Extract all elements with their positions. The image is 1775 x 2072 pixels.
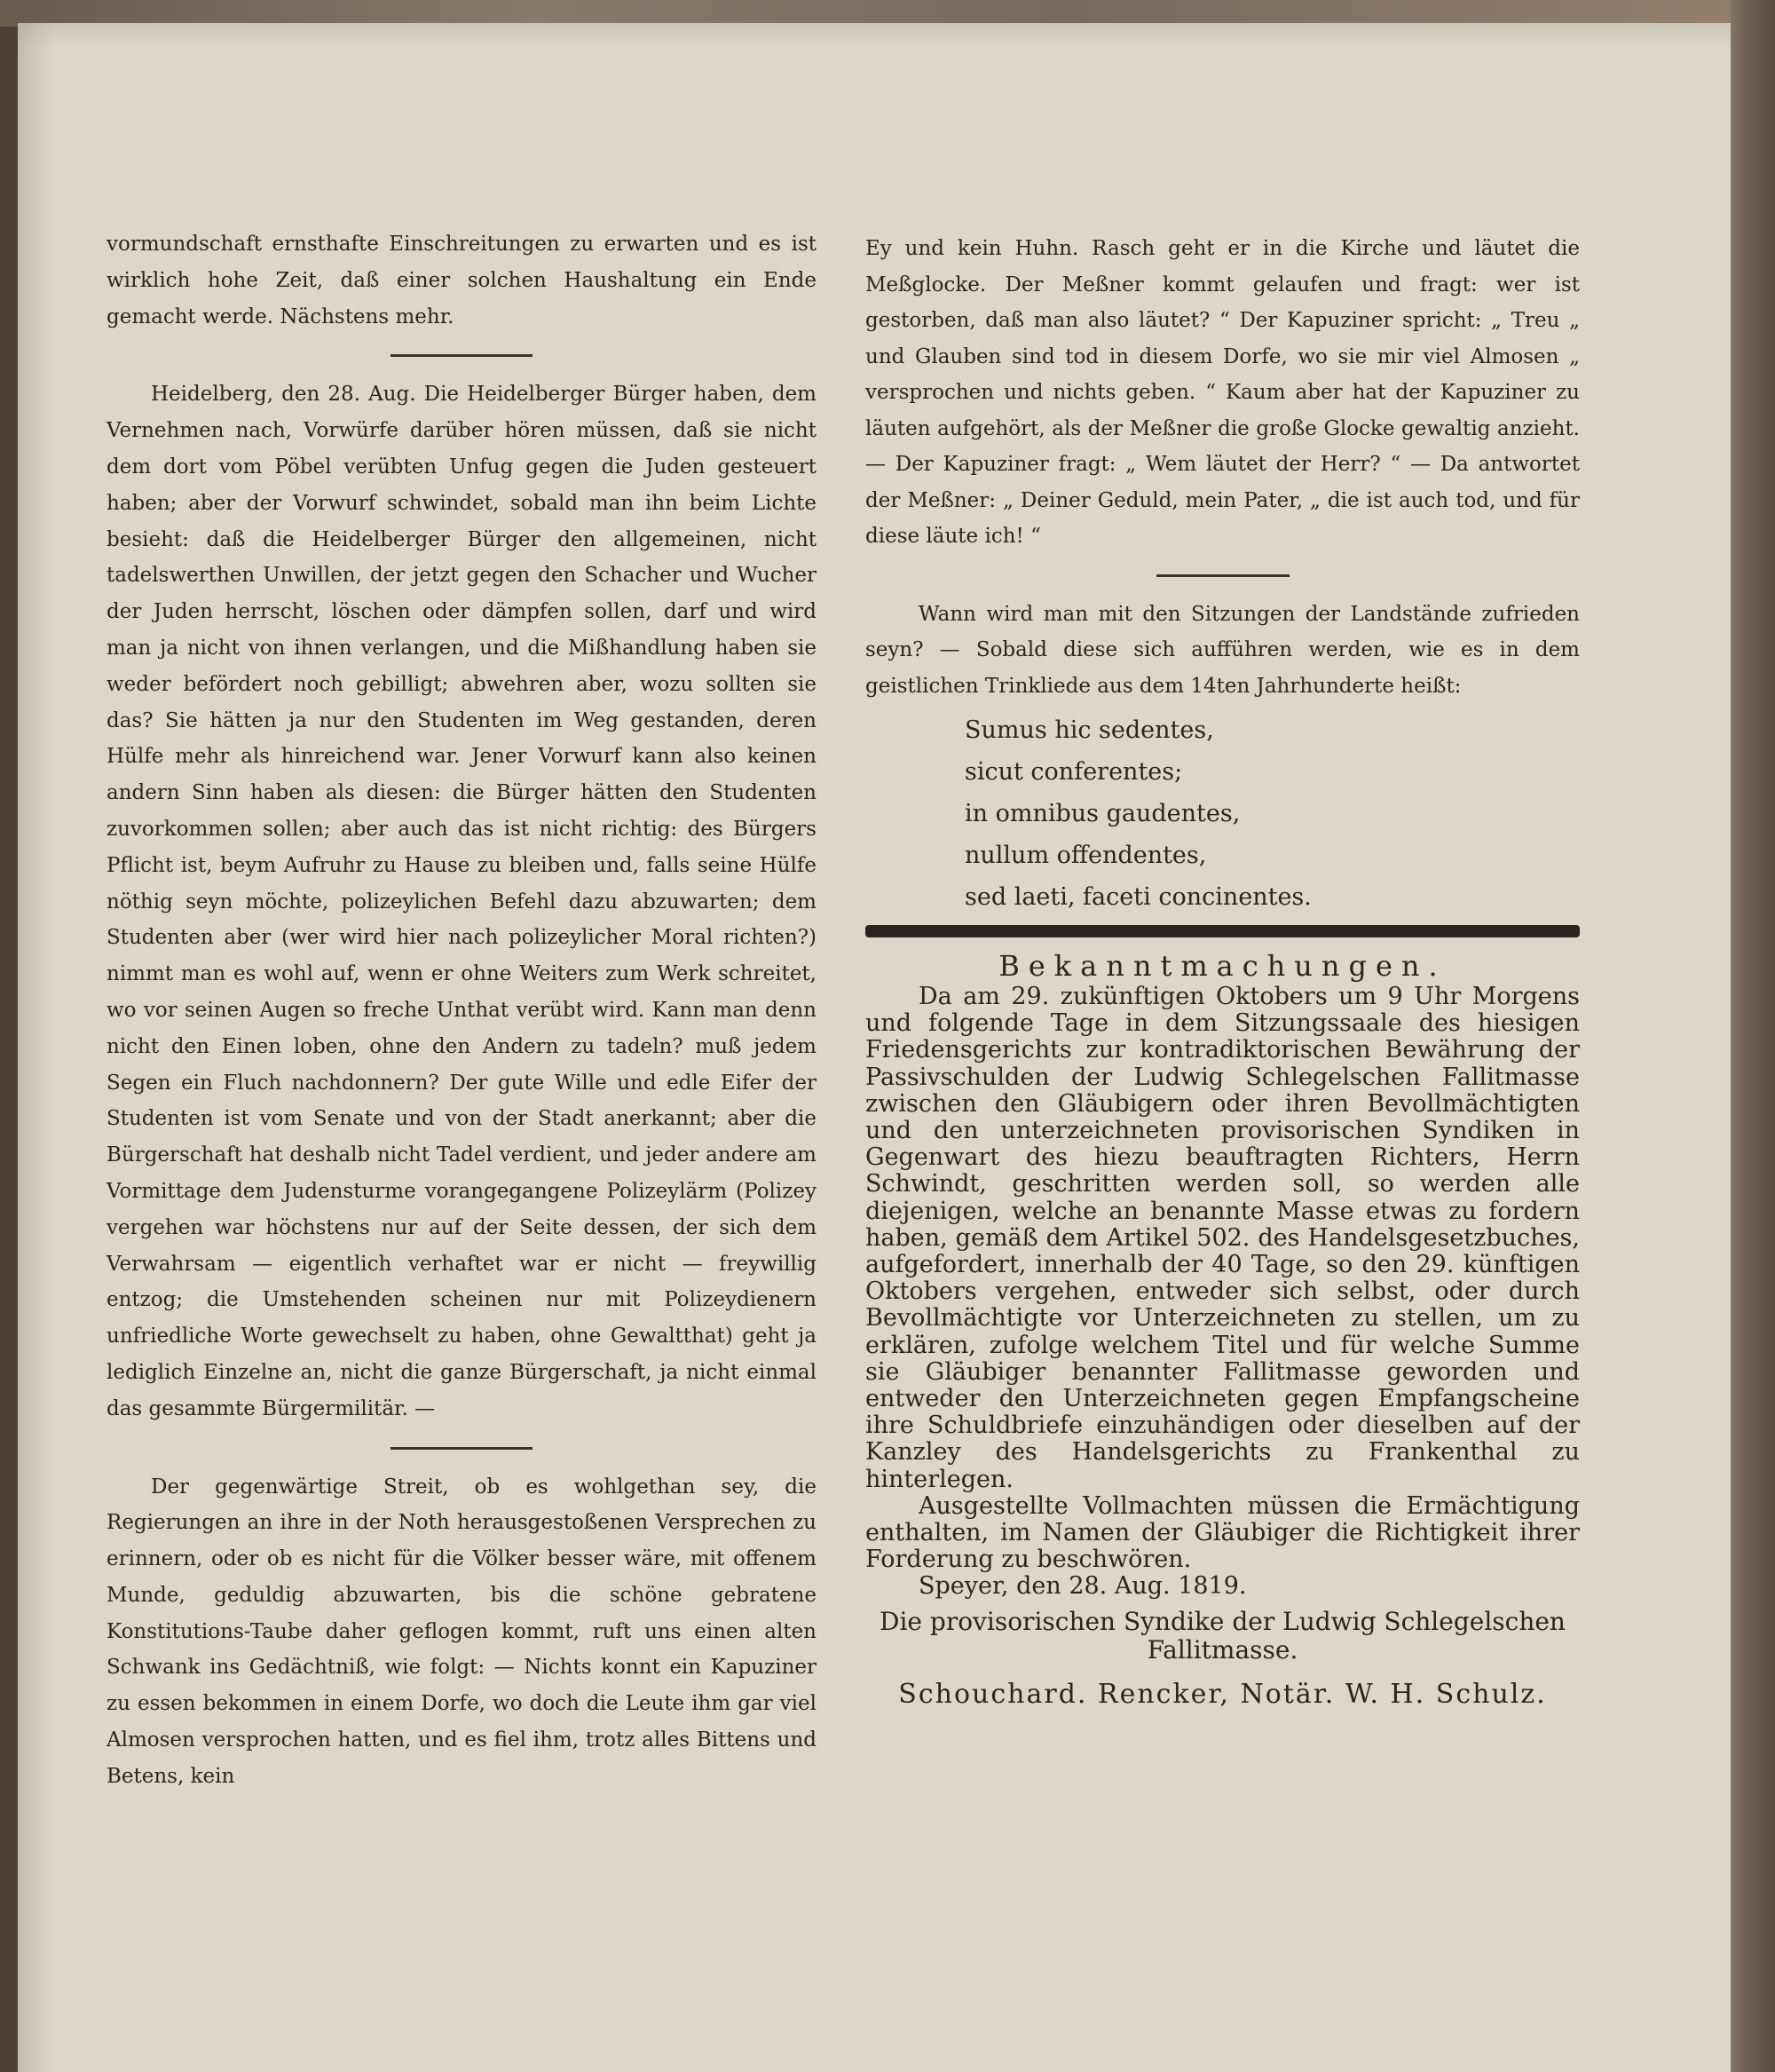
- verse-line: in omnibus gaudentes,: [965, 800, 1241, 827]
- section-separator: [390, 1447, 532, 1450]
- book-gutter: [1731, 0, 1775, 2072]
- verse-line: sed laeti, faceti concinentes.: [965, 883, 1312, 911]
- kapuziner-continuation: Ey und kein Huhn. Rasch geht er in die Kirche und läutet die Meßglocke. Der Meßner kommt gelaufen und fragt: wer ist gestorben, daß man also läutet? “ Der Kapuziner spricht: „ Treu „ und Glauben sind tod in diesem Dorfe, wo sie mir viel Almosen „ versprochen und nichts geben. “ Kaum aber hat der Kapuziner zu läuten aufgehört, als der Meßner die große Glocke gewaltig anzieht. — Der Kapuziner fragt: „ Wem läutet der Herr? “ — Da antwortet der Meßner: „ Deiner Geduld, mein Pater, „ die ist auch tod, und für diese läute ich! “: [865, 237, 1580, 548]
- bekanntmachungen-title: Bekanntmachungen.: [998, 949, 1447, 983]
- notice-signature-line: Die provisorischen Syndike der Ludwig Schlegelschen Fallitmasse.: [880, 1606, 1566, 1665]
- notice-signatories: Schouchard. Rencker, Notär. W. H. Schulz.: [898, 1678, 1547, 1710]
- landstaende-paragraph: Wann wird man mit den Sitzungen der Landstände zufrieden seyn? — Sobald diese sich aufführen werden, wie es in dem geistlichen Trinkliede aus dem 14ten Jahrhunderte heißt:: [865, 602, 1580, 698]
- verse-line: Sumus hic sedentes,: [965, 716, 1214, 744]
- notice-place-date: Speyer, den 28. Aug. 1819.: [919, 1572, 1247, 1601]
- left-column: [106, 226, 816, 1795]
- heidelberg-article: Heidelberg, den 28. Aug. Die Heidelberger Bürger haben, dem Vernehmen nach, Vorwürfe darüber hören müssen, daß sie nicht dem dort vom Pöbel verübten Unfug gegen die Juden gesteuert haben; aber der Vorwurf schwindet, sobald man ihn beim Lichte besieht: daß die Heidelberger Bürger den allgemeinen, nicht tadelswerthen Unwillen, der jetzt gegen den Schacher und Wucher der Juden herrscht, löschen oder dämpfen sollen, darf und wird man ja nicht von ihnen verlangen, und die Mißhandlung haben sie weder befördert noch gebilligt; abwehren aber, wozu sollten sie das? Sie hätten ja nur den Studenten im Weg gestanden, deren Hülfe mehr als hinreichend war. Jener Vorwurf kann also keinen andern Sinn haben als diesen: die Bürger hätten den Studenten zuvorkommen sollen; aber auch das ist nicht richtig: des Bürgers Pflicht ist, beym Aufruhr zu Hause zu bleiben und, falls seine Hülfe nöthig seyn möchte, polizeylichen Befehl dazu abzuwarten; dem Studenten aber (wer wird hier nach polizeylicher Moral richten?) nimmt man es wohl auf, wenn er ohne Weiters zum Werk schreitet, wo vor seinen Augen so freche Unthat verübt wird. Kann man denn nicht den Einen loben, ohne den Andern zu tadeln? muß jedem Segen ein Fluch nachdonnern? Der gute Wille und edle Eifer der Studenten ist vom Senate und von der Stadt anerkannt; aber die Bürgerschaft hat deshalb nicht Tadel verdient, und jeder andere am Vormittage dem Judensturme vorangegangene Polizeylärm (Polizey vergehen war höchstens nur auf der Seite dessen, der sich dem Verwahrsam — eigentlich verhaftet war er nicht — freywillig entzog; die Umstehenden scheinen nur mit Polizeydienern unfriedliche Worte gewechselt zu haben, ohne Gewaltthat) geht ja lediglich Einzelne an, nicht die ganze Bürgerschaft, ja nicht einmal das gesammte Bürgermilitär. —: [106, 383, 816, 1420]
- right-column: [865, 231, 1580, 1714]
- latin-verse: [865, 709, 1580, 918]
- streit-article: Der gegenwärtige Streit, ob es wohlgethan sey, die Regierungen an ihre in der Noth herausgestoßenen Versprechen zu erinnern, oder ob es nicht für die Völker besser wäre, mit offenem Munde, geduldig abzuwarten, bis die schöne gebratene Konstitutions-Taube daher geflogen kommt, ruft uns einen alten Schwank ins Gedächtniß, wie folgt: — Nichts konnt ein Kapuziner zu essen bekommen in einem Dorfe, wo doch die Leute ihm gar viel Almosen versprochen hatten, und es fiel ihm, trotz alles Bittens und Betens, kein: [106, 1475, 816, 1788]
- bekanntmachung-notice: [865, 984, 1580, 1601]
- intro-paragraph: vormundschaft ernsthafte Einschreitungen zu erwarten und es ist wirklich hohe Zeit, daß einer solchen Haushaltung ein Ende gemacht werde. Nächstens mehr.: [106, 233, 816, 328]
- notice-body: Da am 29. zukünftigen Oktobers um 9 Uhr Morgens und folgende Tage in dem Sitzungssaale des hiesigen Friedensgerichts zur kontradiktorischen Bewährung der Passivschulden der Ludwig Schlegelschen Fallitmasse zwischen den Gläubigern oder ihren Bevollmächtigten und den unterzeichneten provisorischen Syndiken in Gegenwart des hiezu beauftragten Richters, Herrn Schwindt, geschritten werden soll, so werden alle diejenigen, welche an benannte Masse etwas zu fordern haben, gemäß dem Artikel 502. des Handelsgesetzbuches, aufgefordert, innerhalb der 40 Tage, so den 29. künftigen Oktobers vergehen, entweder sich selbst, oder durch Bevollmächtigte vor Unterzeichneten zu stellen, um zu erklären, zufolge welchem Titel und für welche Summe sie Gläubiger benannter Fallitmasse geworden und entweder den Unterzeichneten gegen Empfangscheine ihre Schuldbriefe einzuhändigen oder dieselben auf der Kanzley des Handelsgerichts zu Frankenthal zu hinterlegen.: [865, 983, 1580, 1493]
- section-separator: [390, 354, 532, 357]
- heavy-rule: [865, 925, 1580, 937]
- notice-vollmachten: Ausgestellte Vollmachten müssen die Ermächtigung enthalten, im Namen der Gläubiger die Richtigkeit ihrer Forderung zu beschwören.: [865, 1491, 1580, 1574]
- section-separator: [1156, 574, 1290, 577]
- verse-line: sicut conferentes;: [965, 758, 1183, 786]
- verse-line: nullum offendentes,: [965, 842, 1207, 869]
